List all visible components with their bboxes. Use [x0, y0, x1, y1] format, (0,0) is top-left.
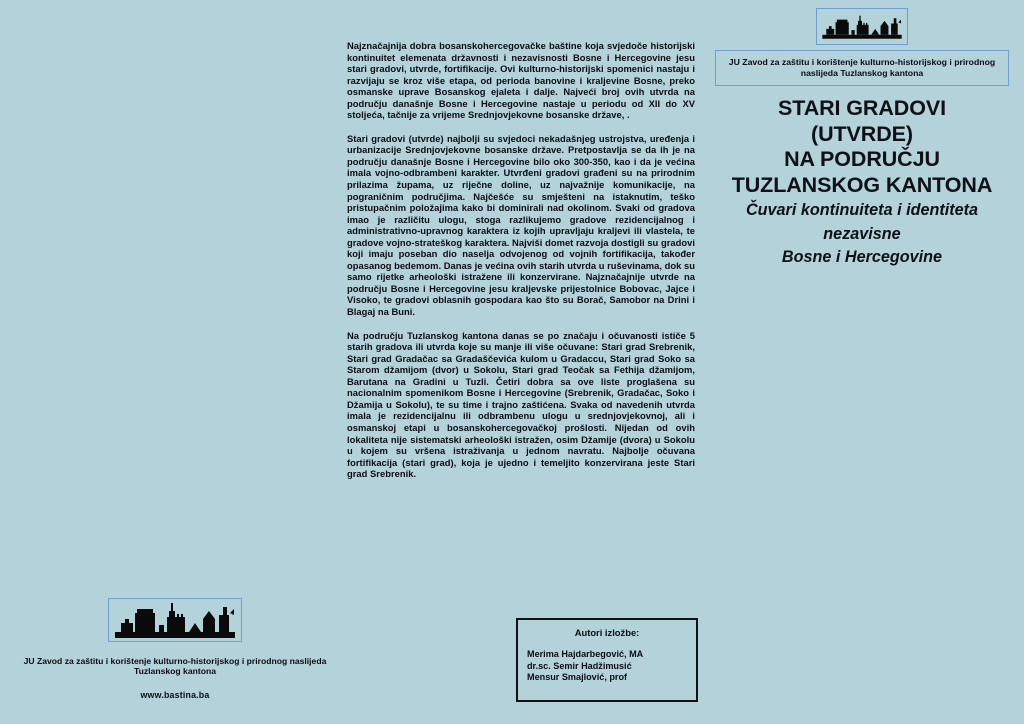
page-subtitle-line: Bosne i Hercegovine — [781, 248, 943, 266]
authors-box-title: Autori izložbe: — [574, 627, 640, 638]
page-title-line: NA PODRUČJU — [784, 147, 940, 171]
institution-logo-left — [108, 598, 242, 642]
cover-title-block — [700, 96, 1024, 269]
page-title-line: STARI GRADOVI — [778, 96, 946, 120]
page-subtitle-line: nezavisne — [823, 224, 901, 243]
author-name: Merima Hajdarbegović, MA — [527, 649, 644, 659]
fortress-skyline-icon — [821, 11, 903, 44]
website-link[interactable]: www.bastina.ba — [140, 689, 210, 700]
body-text-column — [347, 40, 695, 640]
authors-box — [516, 618, 698, 702]
institution-name-right: JU Zavod za zaštitu i korištenje kulturno-historijskog i prirodnog naslijeda Tuzlanskog kantona — [728, 57, 996, 78]
body-paragraph-2: Stari gradovi (utvrde) najbolji su svjedoci nekadašnjeg ustrojstva, uređenja i urbanizacije Srednjovjekovne bosanske države. Pretpostavlja se da ih je na području današnje Bosne i Hercegovine bilo oko 300-350, kao i da je većina imala vojno-odbrambeni karakter. Utvrđeni gradovi građeni su na prirodnim prilazima župama, uz riječne doline, uz najvažnije komunikacije, na pograničnim područjima. Najčešće su smješteni na istaknutim, teško pristupačnim položajima kako bi dominirali nad okolinom. Svaki od gradova imao je različitu ulogu, stoga razlikujemo gradove rezidencijalnog i administrativno-upravnog karaktera iz kojih upravljaju kraljevi ili vlastela, te gradove vojno-strateškog karaktera. Najviši domet razvoja dostigli su gradovi koji imaju poseban dio naselja odvojenog od vojnih fortifikacija, također opasanog bedemom. Danas je većina ovih starih utvrda u ruševinama, dok su samo rijetke arheološki istražene ili konzervirane. Najznačajnije utvrde na području Bosne i Hercegovine jesu kraljevske prijestolnice Bobovac, Jajce i Visoko, te gradovi oblasnih gospodara kao što su Borač, Samobor na Drini i Blagaj na Buni. — [347, 132, 695, 318]
institution-name-left: JU Zavod za zaštitu i korištenje kulturno-historijskog i prirodnog naslijeda Tuzlanskog kantona — [23, 656, 327, 677]
cover-panel — [700, 0, 1024, 724]
institution-logo-right-wrap — [700, 8, 1024, 50]
fortress-skyline-icon — [113, 601, 237, 641]
institution-logo-right — [816, 8, 908, 45]
body-paragraph-3: Na području Tuzlanskog kantona danas se po značaju i očuvanosti ističe 5 starih gradova ili utvrda koje su manje ili više očuvane: Stari grad Srebrenik, Stari grad Gradačac sa Gradaščevića kulom u Gradaccu, Stari grad Soko sa Starom džamijom (dvor) u Sokolu, Stari grad Teočak sa Fethija džamijom, Barutana na Gradini u Tuzli. Četiri dobra sa ove liste proglašena su nacionalnim spomenikom Bosne i Hercegovine (Srebrenik, Gradačac, Soko i Džamija u Sokolu), te su time i trajno zaštićena. Svaka od navedenih utvrda imala je rezidencijalnu ili odbrambenu ulogu u srednjovjekovnoj, ali i osmanskoj etapi u bosanskohercegovačkoj prošlosti. Nijedan od ovih lokaliteta nije sistematski arheološki istražen, osim Džamije (dvora) u Sokolu u kojem su vršena istraživanja u jednom navratu. Najbolje očuvana fortifikacija (stari grad), koja je ujedno i temeljito konzervirana jeste Stari grad Srebrenik. — [347, 329, 695, 480]
author-name: Mensur Smajlović, prof — [527, 672, 628, 683]
author-name: dr.sc. Semir Hadžimusić — [527, 660, 632, 671]
left-footer — [10, 598, 340, 700]
page-subtitle-line: Čuvari kontinuiteta i identiteta — [745, 201, 979, 219]
page-title-line: TUZLANSKOG KANTONA — [731, 172, 993, 197]
body-paragraph-1: Najznačajnija dobra bosanskohercegovačke baštine koja svjedoče historijski kontinuitet elemenata državnosti i nezavisnosti Bosne i Hercegovine jesu stari gradovi, utvrde, fortifikacije. Ovi kulturno-historijski spomenici nastaju i razvijaju se kroz više etapa, od perioda banovine i kraljevine Bosne, preko osmanske uprave Bosanskog ejaleta i dalje. Najveći broj ovih utvrda na području današnje Bosne i Hercegovine nastaje u periodu od XII do XV stoljeća, tačnije za vrijeme Srednjovjekovne bosanske države, . — [347, 40, 695, 121]
page-title-line: (UTVRDE) — [811, 121, 913, 146]
institution-header-box — [715, 50, 1009, 86]
